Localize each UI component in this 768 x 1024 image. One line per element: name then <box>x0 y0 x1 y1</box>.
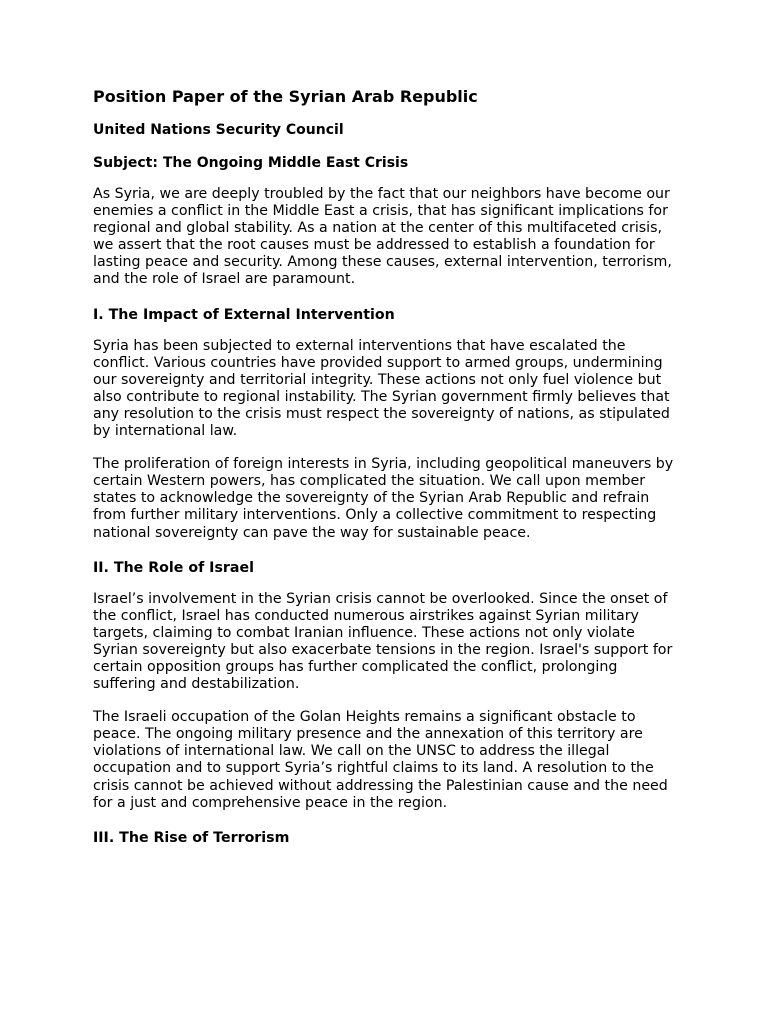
section-heading-rise-of-terrorism: III. The Rise of Terrorism <box>93 829 290 846</box>
document-title: Position Paper of the Syrian Arab Republic <box>93 87 478 106</box>
role-of-israel-paragraph-1: Israel’s involvement in the Syrian crisis cannot be overlooked. Since the onset of the conflict, Israel has conducted numerous airstrikes against Syrian military targets, claiming to combat Iranian influence. These actions not only violate Syrian sovereignty but also exacerbate tensions in the region. Israel's support for certain opposition groups has further complicated the conflict, prolonging suffering and destabilization. <box>93 590 673 693</box>
document-body <box>93 86 683 861</box>
intro-paragraph: As Syria, we are deeply troubled by the fact that our neighbors have become our enemies a conflict in the Middle East a crisis, that has significant implications for regional and global stability. As a nation at the center of this multifaceted crisis, we assert that the root causes must be addressed to establish a foundation for lasting peace and security. Among these causes, external intervention, terrorism, and the role of Israel are paramount. <box>93 186 672 288</box>
role-of-israel-paragraph-2: The Israeli occupation of the Golan Heights remains a significant obstacle to peace. The ongoing military presence and the annexation of this territory are violations of international law. We call on the UNSC to address the illegal occupation and to support Syria’s rightful claims to its land. A resolution to the crisis cannot be achieved without addressing the Palestinian cause and the need for a just and comprehensive peace in the region. <box>93 709 668 811</box>
external-intervention-paragraph-1: Syria has been subjected to external interventions that have escalated the conflict. Various countries have provided support to armed groups, undermining our sovereignty and territorial integrity. These actions not only fuel violence but also contribute to regional instability. The Syrian government firmly believes that any resolution to the crisis must respect the sovereignty of nations, as stipulated by international law. <box>93 337 670 440</box>
section-heading-external-intervention: I. The Impact of External Intervention <box>93 306 395 323</box>
subject-heading: Subject: The Ongoing Middle East Crisis <box>93 155 409 171</box>
external-intervention-paragraph-2: The proliferation of foreign interests in Syria, including geopolitical maneuvers by certain Western powers, has complicated the situation. We call upon member states to acknowledge the sovereignty of the Syrian Arab Republic and refrain from further military interventions. Only a collective commitment to respecting national sovereignty can pave the way for sustainable peace. <box>93 456 674 541</box>
committee-heading: United Nations Security Council <box>93 122 344 138</box>
section-heading-role-of-israel: II. The Role of Israel <box>93 559 254 576</box>
